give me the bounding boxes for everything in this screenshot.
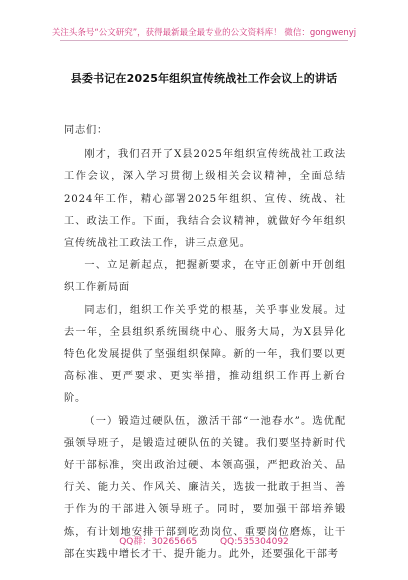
section-heading-1: 一、立足新起点，把握新要求，在守正创新中开创组织工作新局面 <box>64 260 346 294</box>
footer-qq-group: QQ群：30265665 <box>119 537 198 547</box>
document-title: 县委书记在2025年组织宣传统战社工作会议上的讲话 <box>70 72 338 85</box>
footer-qq-contact: QQ:535304092 <box>220 537 289 547</box>
paragraph-intro: 刚才，我们召开了X县2025年组织宣传统战社工政法工作会议，深入学习贯彻上级相关会议精神，全面总结2024年工作，精心部署2025年组织、宣传、统战、社工、政法工作。下面，我结合会议精神，就做好今年组织宣传统战社工政法工作，讲三点意见。 <box>64 149 346 250</box>
paragraph-subsection-1: （一）锻造过硬队伍，激活干部“一池春水”。选优配强领导班子，是锻造过硬队伍的关键。我们要坚持新时代好干部标准，突出政治过硬、本领高强，严把政治关、品行关、能力关、作风关、廉洁关，选拔一批敢于担当、善于作为的干部进入领导班子。同时，要加强干部培养锻炼，有计划地安排干部到吃劲岗位、重要岗位磨炼，让干部在实践中增长才干、提升能力。此外，还要强化干部考 <box>64 415 346 560</box>
header-divider <box>60 40 348 41</box>
header-banner: 关注头条号“公文研究”，获得最新最全最专业的公文资料库！ 微信：gongwenyj <box>51 28 357 38</box>
document-body <box>64 120 346 566</box>
paragraph-section-1: 同志们，组织工作关乎党的根基，关乎事业发展。过去一年，全县组织系统围绕中心、服务大局，为X县异化特色化发展提供了坚强组织保障。新的一年，我们要以更高标准、更严要求、更实举措，推动组织工作再上新台阶。 <box>64 304 346 405</box>
salutation: 同志们： <box>64 125 108 136</box>
footer-banner <box>0 534 408 547</box>
